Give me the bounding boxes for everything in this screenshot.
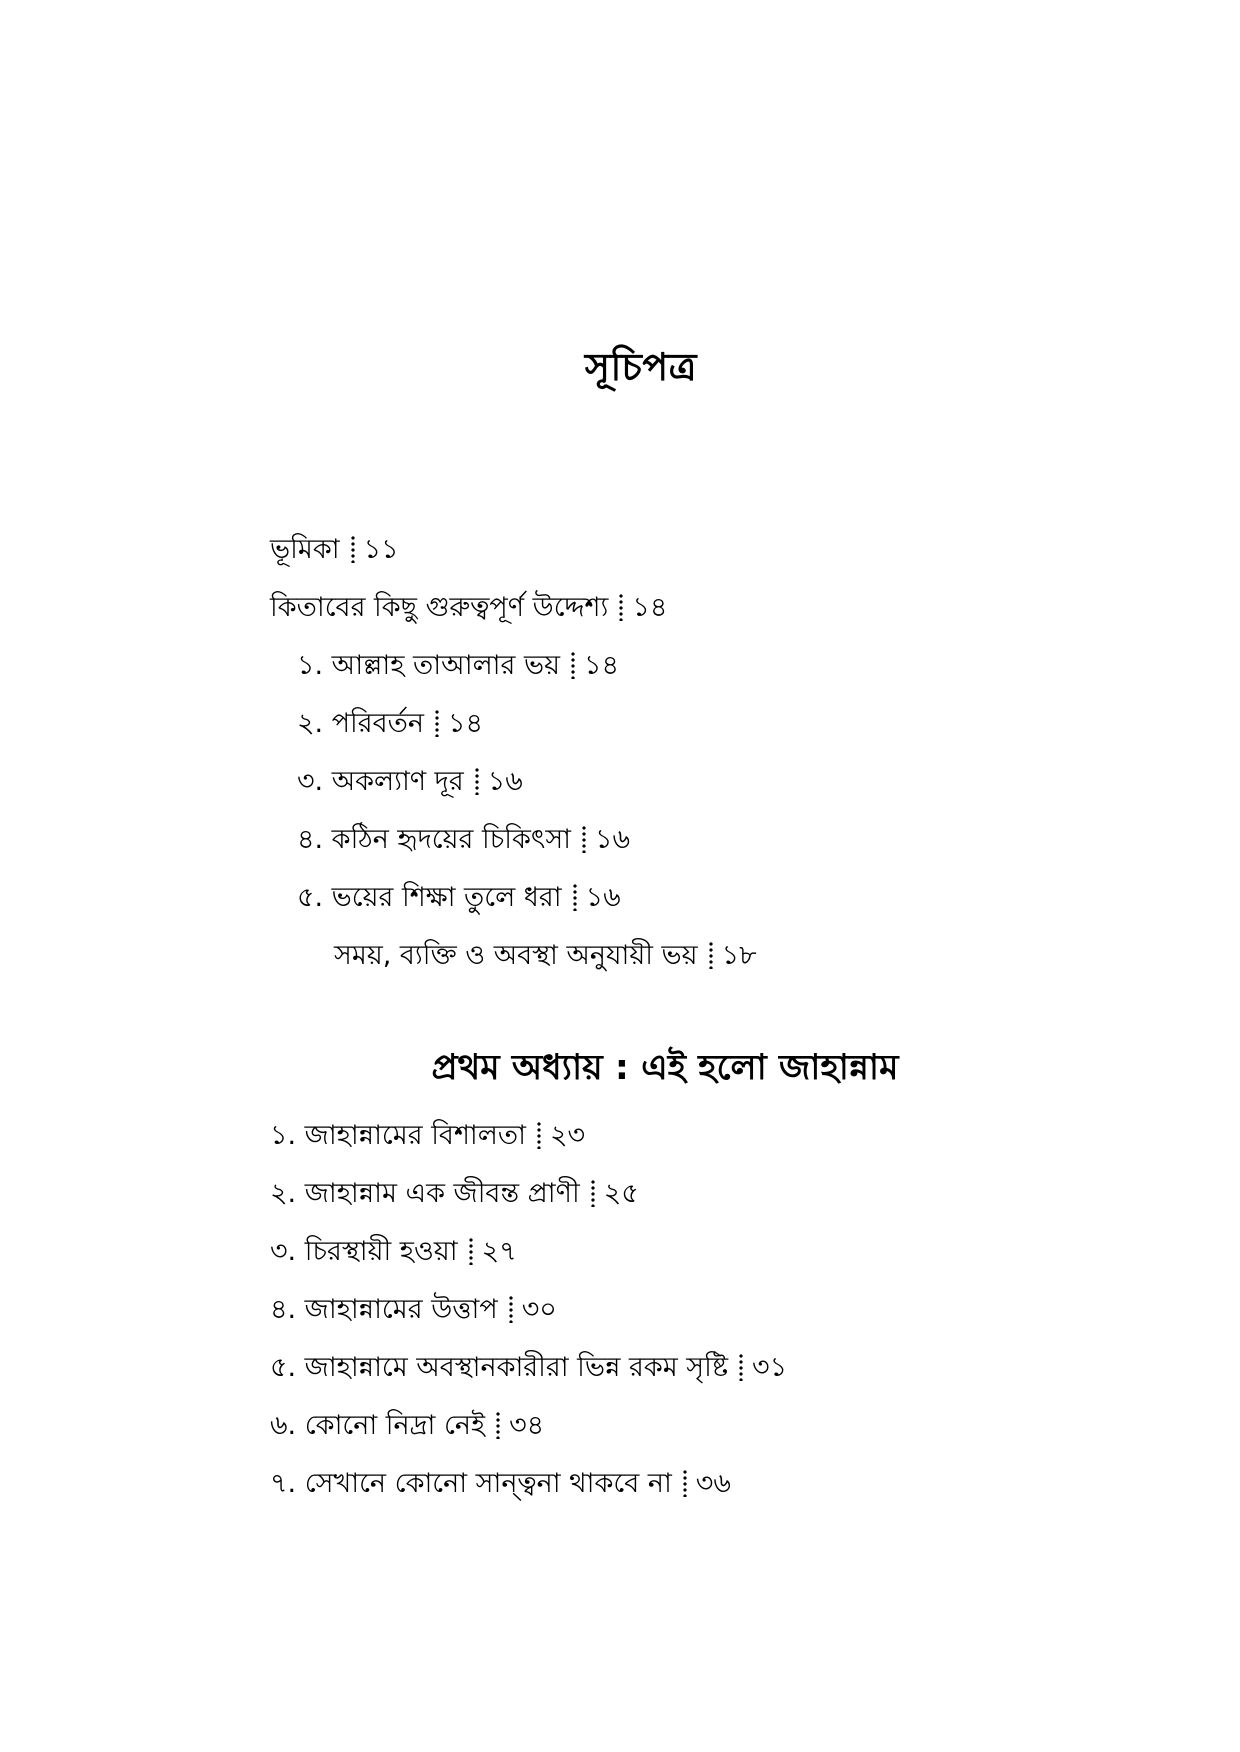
toc-entry-page: ৩০ <box>521 1294 557 1325</box>
dotted-separator-icon <box>467 1237 475 1265</box>
toc-entry <box>297 649 619 683</box>
toc-entry <box>297 765 523 799</box>
dotted-separator-icon <box>433 709 441 737</box>
toc-entry-page: ২৭ <box>481 1236 517 1267</box>
toc-entry-title: ভূমিকা <box>270 534 340 565</box>
toc-entry-page: ১৪ <box>632 592 668 623</box>
toc-entry-title: কিতাবের কিছু গুরুত্বপূর্ণ উদ্দেশ্য <box>270 592 609 623</box>
toc-entry-page: ১৪ <box>448 708 484 739</box>
toc-entry-page: ১৮ <box>721 940 757 971</box>
dotted-separator-icon <box>580 825 588 853</box>
toc-entry-title: ৪. কঠিন হৃদয়ের চিকিৎসা <box>297 824 571 855</box>
dotted-separator-icon <box>707 941 715 969</box>
toc-entry <box>270 1177 639 1211</box>
dotted-separator-icon <box>569 651 577 679</box>
toc-entry-page: ১৬ <box>487 766 523 797</box>
toc-entry-title: ২. পরিবর্তন <box>297 708 425 739</box>
toc-entry-page: ২৫ <box>603 1178 639 1209</box>
toc-entry-page: ৩১ <box>752 1352 788 1383</box>
toc-entry <box>270 1119 585 1153</box>
toc-entry-title: ৫. ভয়ের শিক্ষা তুলে ধরা <box>297 882 562 913</box>
toc-entry-title: ২. জাহান্নাম এক জীবন্ত প্রাণী <box>270 1178 580 1209</box>
toc-entry <box>334 939 757 973</box>
toc-entry-title: ১. জাহান্নামের বিশালতা <box>270 1120 526 1151</box>
toc-entry <box>270 1351 787 1385</box>
toc-entry-page: ২৩ <box>549 1120 586 1151</box>
toc-entry <box>270 1293 557 1327</box>
dotted-separator-icon <box>494 1411 502 1439</box>
dotted-separator-icon <box>737 1353 745 1381</box>
dotted-separator-icon <box>589 1179 597 1207</box>
toc-entry-title: ৫. জাহান্নামে অবস্থানকারীরা ভিন্ন রকম সৃষ্টি <box>270 1352 729 1383</box>
dotted-separator-icon <box>571 883 579 911</box>
toc-entry-title: ১. আল্লাহ তাআলার ভয় <box>297 650 560 681</box>
toc-entry <box>270 1409 544 1443</box>
toc-entry-title: সময়, ব্যক্তি ও অবস্থা অনুযায়ী ভয় <box>334 940 698 971</box>
toc-entry <box>297 823 630 857</box>
toc-entry <box>270 1467 731 1501</box>
toc-entry-page: ৩৪ <box>509 1410 545 1441</box>
toc-entry-title: ৭. সেখানে কোনো সান্ত্বনা থাকবে না <box>270 1468 672 1499</box>
dotted-separator-icon <box>617 593 625 621</box>
toc-entry-title: ৬. কোনো নিদ্রা নেই <box>270 1410 486 1441</box>
dotted-separator-icon <box>473 767 481 795</box>
toc-entry <box>297 707 483 741</box>
toc-entry-title: ৩. চিরস্থায়ী হওয়া <box>270 1236 458 1267</box>
chapter-heading: প্রথম অধ্যায় : এই হলো জাহান্নাম <box>431 1048 899 1088</box>
toc-entry-page: ১১ <box>363 534 399 565</box>
toc-entry-title: ৩. অকল্যাণ দূর <box>297 766 464 797</box>
toc-entry-page: ১৬ <box>595 824 631 855</box>
dotted-separator-icon <box>681 1469 689 1497</box>
toc-entry-page: ১৪ <box>583 650 620 681</box>
toc-entry <box>297 881 621 915</box>
toc-entry-page: ১৬ <box>585 882 621 913</box>
toc-entry <box>270 533 399 567</box>
toc-entry-page: ৩৬ <box>695 1468 731 1499</box>
toc-entry-title: ৪. জাহান্নামের উত্তাপ <box>270 1294 498 1325</box>
dotted-separator-icon <box>535 1121 543 1149</box>
toc-entry <box>270 591 667 625</box>
dotted-separator-icon <box>507 1295 515 1323</box>
toc-entry <box>270 1235 517 1269</box>
page-title: সূচিপত্র <box>584 345 698 389</box>
dotted-separator-icon <box>349 535 357 563</box>
